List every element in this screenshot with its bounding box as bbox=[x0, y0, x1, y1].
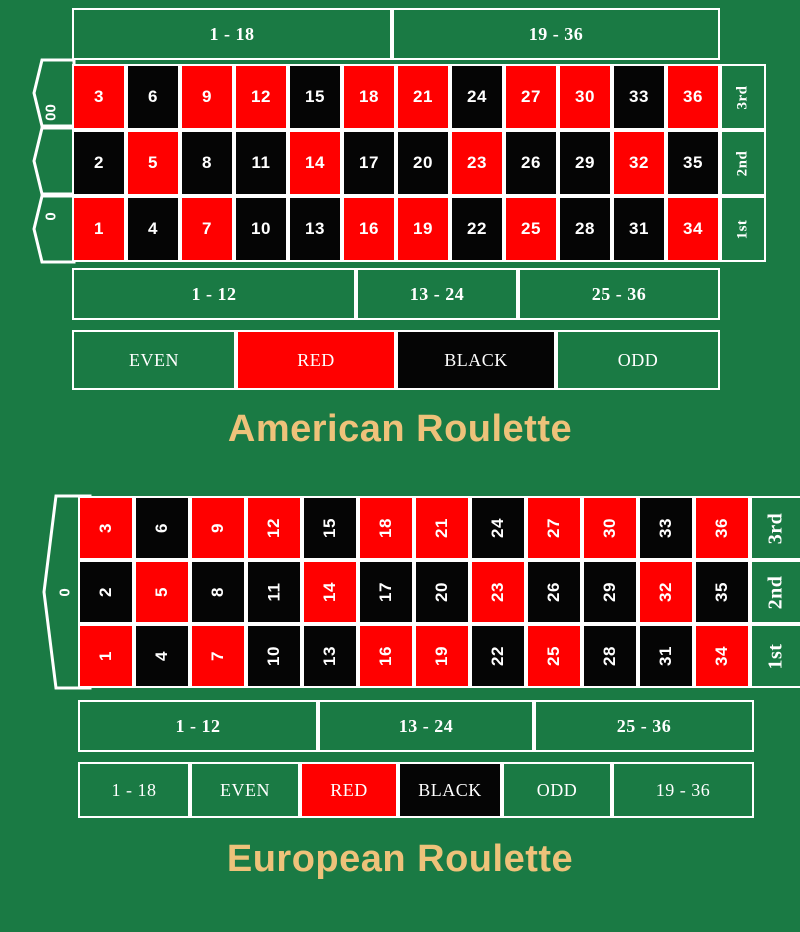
european-number-20[interactable]: 20 bbox=[414, 560, 470, 624]
american-dozen-25-36[interactable]: 25 - 36 bbox=[518, 268, 720, 320]
european-number-10[interactable]: 10 bbox=[246, 624, 302, 688]
european-bet-odd[interactable]: ODD bbox=[502, 762, 612, 818]
european-number-32[interactable]: 32 bbox=[638, 560, 694, 624]
european-dozen-25-36[interactable]: 25 - 36 bbox=[534, 700, 754, 752]
european-number-30[interactable]: 30 bbox=[582, 496, 638, 560]
american-number-11[interactable]: 11 bbox=[234, 130, 288, 196]
american-number-2[interactable]: 2 bbox=[72, 130, 126, 196]
european-number-23[interactable]: 23 bbox=[470, 560, 526, 624]
european-number-6[interactable]: 6 bbox=[134, 496, 190, 560]
american-half-19-36[interactable]: 19 - 36 bbox=[392, 8, 720, 60]
american-number-35[interactable]: 35 bbox=[666, 130, 720, 196]
european-number-31[interactable]: 31 bbox=[638, 624, 694, 688]
european-number-9[interactable]: 9 bbox=[190, 496, 246, 560]
american-column-bet-2nd[interactable]: 2nd bbox=[720, 130, 766, 196]
european-number-33[interactable]: 33 bbox=[638, 496, 694, 560]
european-number-18[interactable]: 18 bbox=[358, 496, 414, 560]
european-bet-19-36[interactable]: 19 - 36 bbox=[612, 762, 754, 818]
european-column-bet-1st[interactable]: 1st bbox=[750, 624, 800, 688]
european-dozen-1-12[interactable]: 1 - 12 bbox=[78, 700, 318, 752]
american-bet-red[interactable]: RED bbox=[236, 330, 396, 390]
european-number-35[interactable]: 35 bbox=[694, 560, 750, 624]
american-number-6[interactable]: 6 bbox=[126, 64, 180, 130]
european-number-26[interactable]: 26 bbox=[526, 560, 582, 624]
american-bet-black[interactable]: BLACK bbox=[396, 330, 556, 390]
american-number-7[interactable]: 7 bbox=[180, 196, 234, 262]
american-number-15[interactable]: 15 bbox=[288, 64, 342, 130]
american-number-5[interactable]: 5 bbox=[126, 130, 180, 196]
european-dozen-13-24[interactable]: 13 - 24 bbox=[318, 700, 534, 752]
american-number-16[interactable]: 16 bbox=[342, 196, 396, 262]
european-bet-even[interactable]: EVEN bbox=[190, 762, 300, 818]
american-half-1-18[interactable]: 1 - 18 bbox=[72, 8, 392, 60]
european-number-14[interactable]: 14 bbox=[302, 560, 358, 624]
european-number-21[interactable]: 21 bbox=[414, 496, 470, 560]
european-number-13[interactable]: 13 bbox=[302, 624, 358, 688]
european-title: European Roulette bbox=[226, 838, 574, 880]
european-number-11[interactable]: 11 bbox=[246, 560, 302, 624]
european-number-19[interactable]: 19 bbox=[414, 624, 470, 688]
european-column-bet-3rd[interactable]: 3rd bbox=[750, 496, 800, 560]
american-column-bet-1st[interactable]: 1st bbox=[720, 196, 766, 262]
european-number-27[interactable]: 27 bbox=[526, 496, 582, 560]
american-dozen-13-24[interactable]: 13 - 24 bbox=[356, 268, 518, 320]
european-number-29[interactable]: 29 bbox=[582, 560, 638, 624]
european-bet-black[interactable]: BLACK bbox=[398, 762, 502, 818]
american-number-20[interactable]: 20 bbox=[396, 130, 450, 196]
american-number-8[interactable]: 8 bbox=[180, 130, 234, 196]
american-number-34[interactable]: 34 bbox=[666, 196, 720, 262]
american-zero-0[interactable]: 0 bbox=[42, 212, 60, 221]
european-number-1[interactable]: 1 bbox=[78, 624, 134, 688]
european-bet-red[interactable]: RED bbox=[300, 762, 398, 818]
european-number-25[interactable]: 25 bbox=[526, 624, 582, 688]
american-number-28[interactable]: 28 bbox=[558, 196, 612, 262]
european-number-5[interactable]: 5 bbox=[134, 560, 190, 624]
american-number-1[interactable]: 1 bbox=[72, 196, 126, 262]
european-number-4[interactable]: 4 bbox=[134, 624, 190, 688]
american-number-25[interactable]: 25 bbox=[504, 196, 558, 262]
american-number-18[interactable]: 18 bbox=[342, 64, 396, 130]
american-number-14[interactable]: 14 bbox=[288, 130, 342, 196]
american-title: American Roulette bbox=[227, 408, 573, 450]
american-number-27[interactable]: 27 bbox=[504, 64, 558, 130]
american-bet-odd[interactable]: ODD bbox=[556, 330, 720, 390]
european-number-36[interactable]: 36 bbox=[694, 496, 750, 560]
american-number-31[interactable]: 31 bbox=[612, 196, 666, 262]
american-number-12[interactable]: 12 bbox=[234, 64, 288, 130]
american-number-19[interactable]: 19 bbox=[396, 196, 450, 262]
american-number-26[interactable]: 26 bbox=[504, 130, 558, 196]
american-number-24[interactable]: 24 bbox=[450, 64, 504, 130]
european-number-3[interactable]: 3 bbox=[78, 496, 134, 560]
american-number-17[interactable]: 17 bbox=[342, 130, 396, 196]
american-column-bet-3rd[interactable]: 3rd bbox=[720, 64, 766, 130]
european-number-15[interactable]: 15 bbox=[302, 496, 358, 560]
european-column-bet-2nd[interactable]: 2nd bbox=[750, 560, 800, 624]
european-number-8[interactable]: 8 bbox=[190, 560, 246, 624]
american-number-9[interactable]: 9 bbox=[180, 64, 234, 130]
american-number-21[interactable]: 21 bbox=[396, 64, 450, 130]
american-number-36[interactable]: 36 bbox=[666, 64, 720, 130]
american-dozen-1-12[interactable]: 1 - 12 bbox=[72, 268, 356, 320]
american-number-10[interactable]: 10 bbox=[234, 196, 288, 262]
european-number-2[interactable]: 2 bbox=[78, 560, 134, 624]
american-number-33[interactable]: 33 bbox=[612, 64, 666, 130]
european-number-24[interactable]: 24 bbox=[470, 496, 526, 560]
european-number-17[interactable]: 17 bbox=[358, 560, 414, 624]
european-number-16[interactable]: 16 bbox=[358, 624, 414, 688]
american-number-29[interactable]: 29 bbox=[558, 130, 612, 196]
american-number-23[interactable]: 23 bbox=[450, 130, 504, 196]
european-number-28[interactable]: 28 bbox=[582, 624, 638, 688]
american-number-13[interactable]: 13 bbox=[288, 196, 342, 262]
american-number-30[interactable]: 30 bbox=[558, 64, 612, 130]
european-zero-0[interactable]: 0 bbox=[56, 588, 74, 597]
european-bet-1-18[interactable]: 1 - 18 bbox=[78, 762, 190, 818]
american-number-32[interactable]: 32 bbox=[612, 130, 666, 196]
american-zero-00[interactable]: 00 bbox=[42, 104, 60, 121]
american-number-22[interactable]: 22 bbox=[450, 196, 504, 262]
american-number-3[interactable]: 3 bbox=[72, 64, 126, 130]
european-number-7[interactable]: 7 bbox=[190, 624, 246, 688]
american-number-4[interactable]: 4 bbox=[126, 196, 180, 262]
european-number-12[interactable]: 12 bbox=[246, 496, 302, 560]
american-bet-even[interactable]: EVEN bbox=[72, 330, 236, 390]
european-number-34[interactable]: 34 bbox=[694, 624, 750, 688]
european-number-22[interactable]: 22 bbox=[470, 624, 526, 688]
